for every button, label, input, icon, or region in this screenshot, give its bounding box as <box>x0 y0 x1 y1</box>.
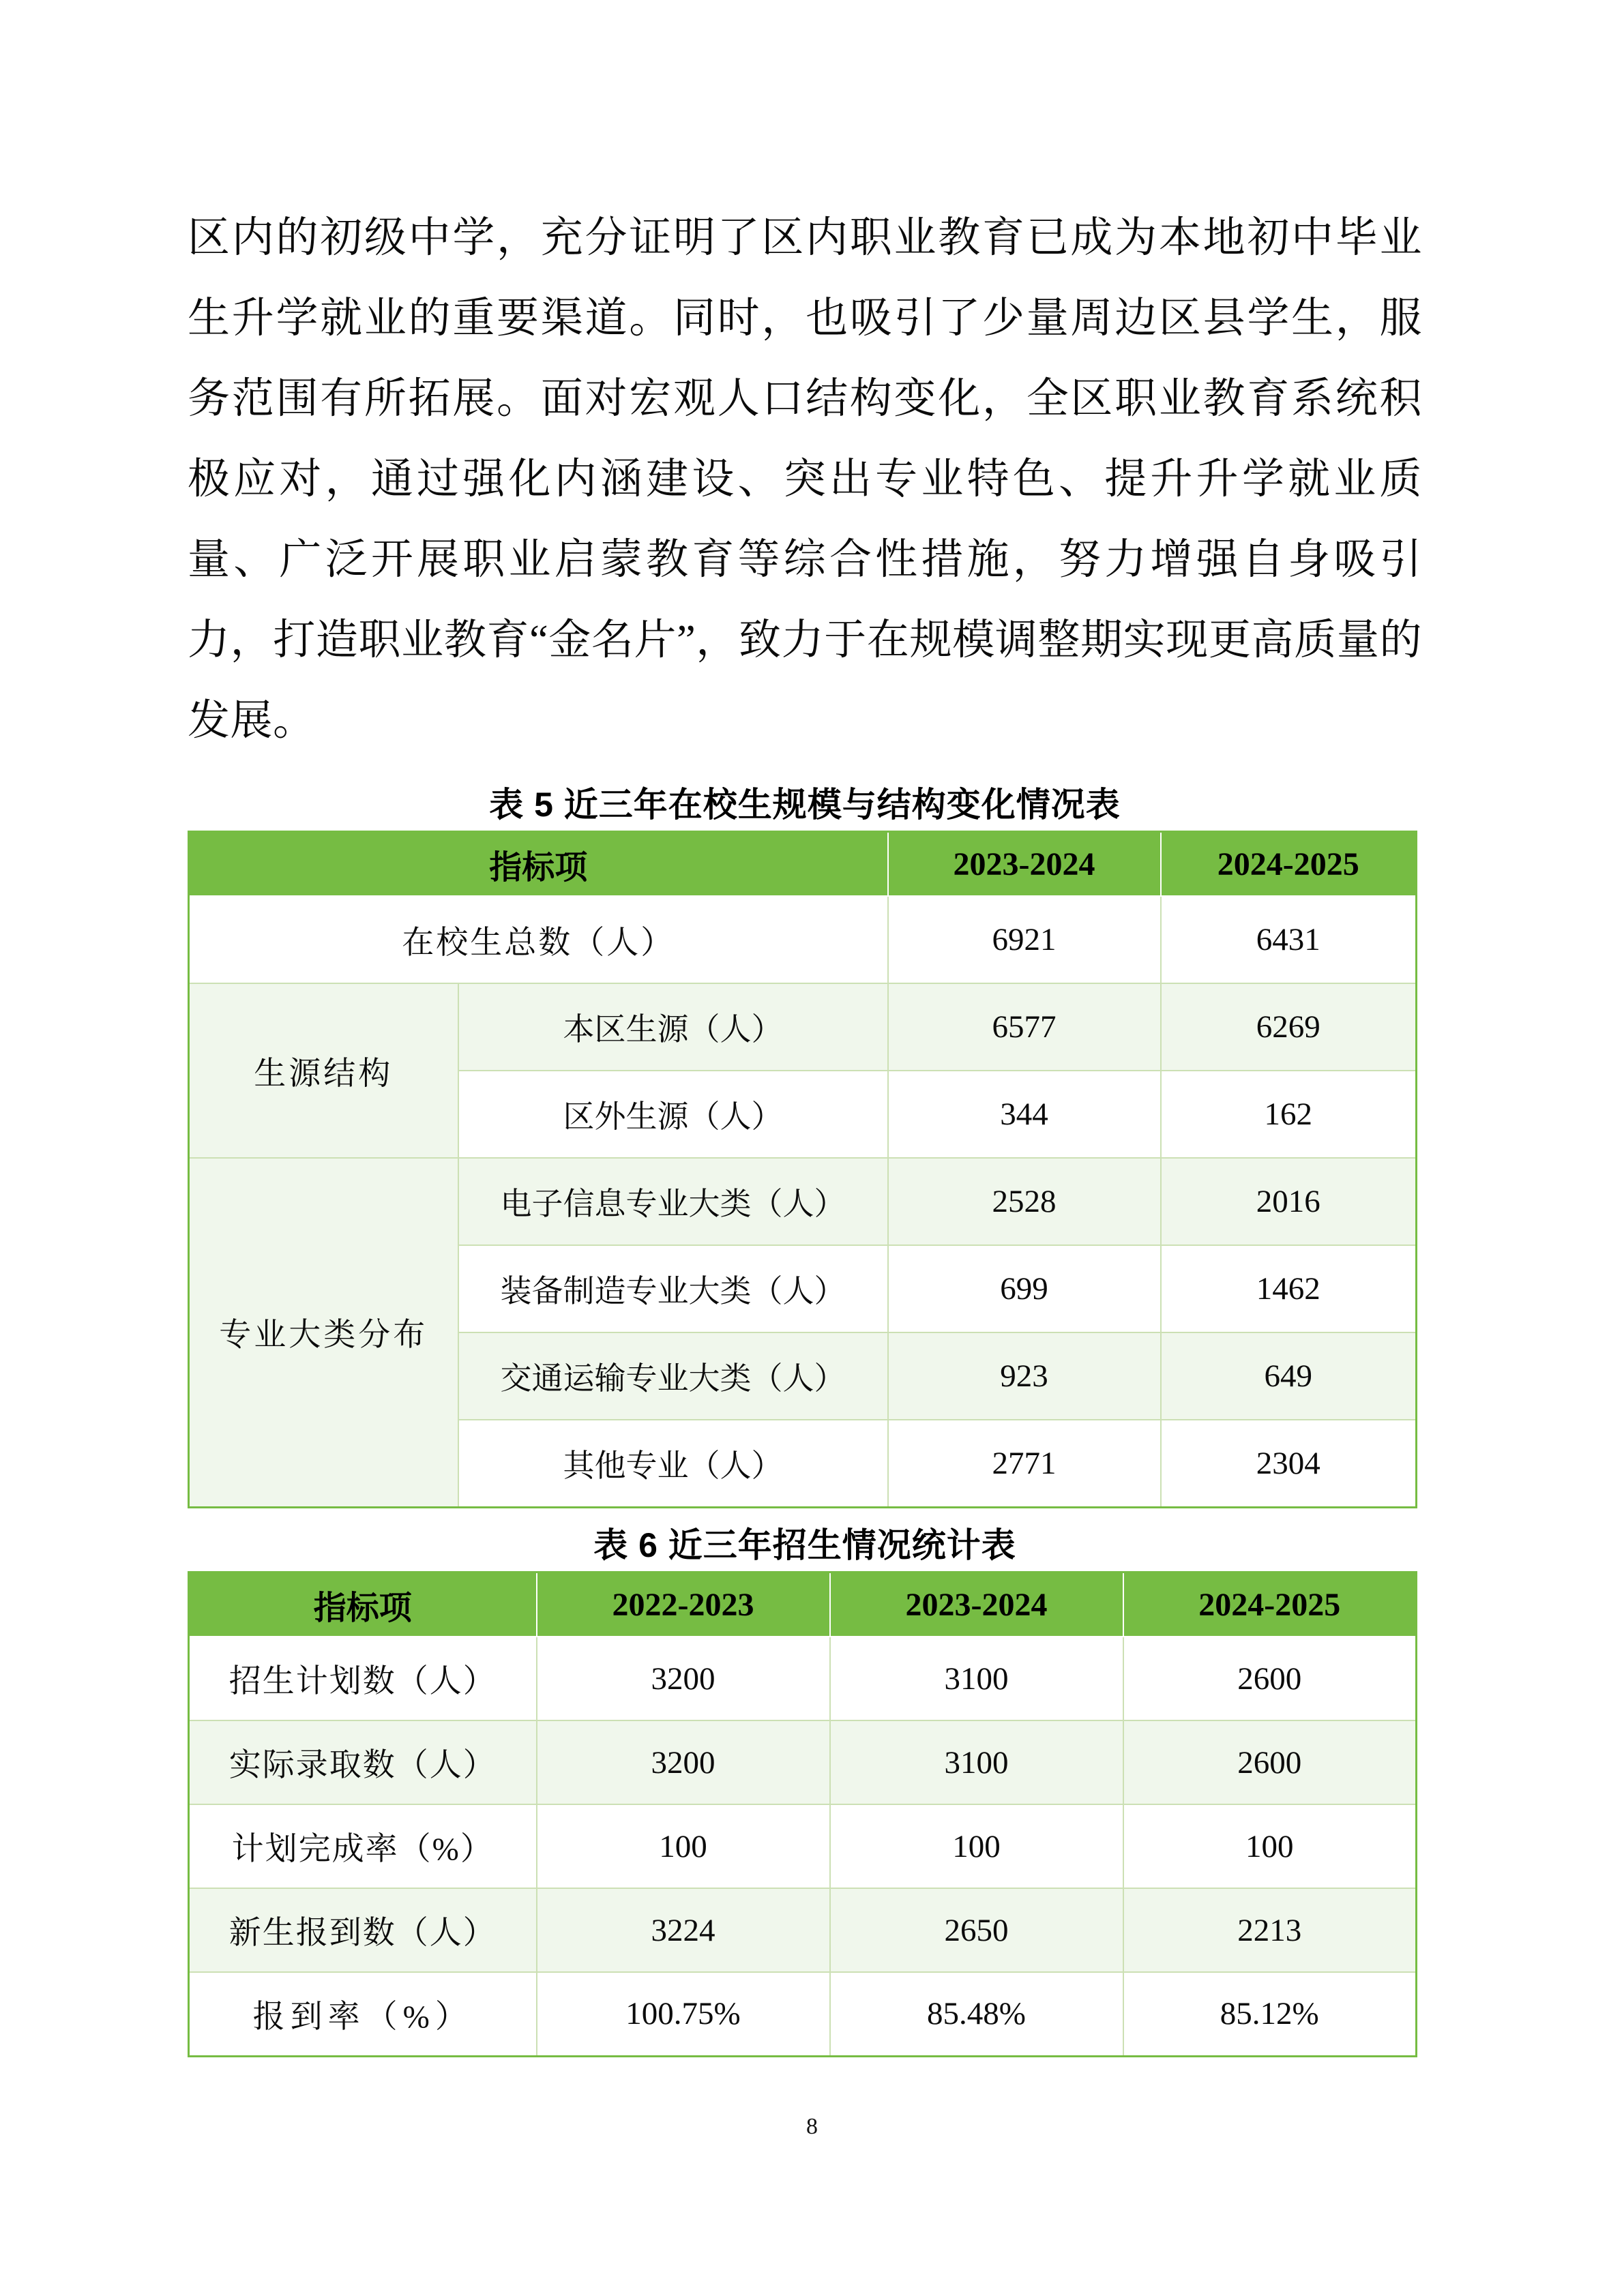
table-6-admissions-statistics <box>188 1571 1417 2057</box>
page-number: 8 <box>806 2114 818 2139</box>
table6-value-rate-2022: 100.75% <box>537 1972 830 2056</box>
table6-header-indicator: 指标项 <box>189 1572 537 1637</box>
table5-label-local-source: 本区生源（人） <box>458 983 888 1071</box>
table6-value-reported-2024: 2213 <box>1123 1888 1417 1972</box>
body-paragraph <box>188 198 1422 761</box>
table-5-enrollment-scale <box>188 831 1417 1508</box>
table5-label-transportation: 交通运输专业大类（人） <box>458 1332 888 1420</box>
table5-header-2024-2025: 2024-2025 <box>1161 832 1417 897</box>
table5-caption: 表 5 近三年在校生规模与结构变化情况表 <box>489 786 1121 824</box>
table6-label-freshman-reported: 新生报到数（人） <box>189 1888 537 1972</box>
table5-value-outside-2024: 162 <box>1161 1071 1417 1158</box>
table5-label-electronic-info: 电子信息专业大类（人） <box>458 1158 888 1245</box>
table5-value-other-2024: 2304 <box>1161 1420 1417 1507</box>
table5-value-local-2024: 6269 <box>1161 983 1417 1071</box>
table5-value-total-2024: 6431 <box>1161 896 1417 983</box>
paragraph-text: 区内的初级中学，充分证明了区内职业教育已成为本地初中毕业生升学就业的重要渠道。同时，也吸引了少量周边区县学生，服务范围有所拓展。面对宏观人口结构变化，全区职业教育系统积极应对，通过强化内涵建设、突出专业特色、提升升学就业质量、广泛开展职业启蒙教育等综合性措施，努力增强自身吸引力，打造职业教育“金名片”，致力于在规模调整期实现更高质量的发展。 <box>188 215 1422 744</box>
table5-label-total-students: 在校生总数（人） <box>189 896 888 983</box>
table5-value-equipment-2024: 1462 <box>1161 1245 1417 1332</box>
table5-value-local-2023: 6577 <box>888 983 1161 1071</box>
table6-value-plan-2023: 3100 <box>830 1637 1123 1720</box>
table6-value-completion-2022: 100 <box>537 1804 830 1888</box>
table6-value-actual-2023: 3100 <box>830 1720 1123 1804</box>
table5-value-total-2023: 6921 <box>888 896 1161 983</box>
table5-group-major-distribution: 专业大类分布 <box>189 1158 458 1507</box>
table6-caption: 表 6 近三年招生情况统计表 <box>593 1526 1016 1564</box>
table6-value-reported-2022: 3224 <box>537 1888 830 1972</box>
table6-label-report-rate: 报到率（%） <box>189 1972 537 2056</box>
table5-header-2023-2024: 2023-2024 <box>888 832 1161 897</box>
table-row <box>189 1158 1417 1245</box>
table-row <box>189 983 1417 1071</box>
table6-value-plan-2024: 2600 <box>1123 1637 1417 1720</box>
table6-value-completion-2024: 100 <box>1123 1804 1417 1888</box>
table-row <box>189 1972 1417 2056</box>
table6-header-2022-2023: 2022-2023 <box>537 1572 830 1637</box>
table-row <box>189 1888 1417 1972</box>
table6-head <box>189 1572 1417 1637</box>
table5-value-equipment-2023: 699 <box>888 1245 1161 1332</box>
table5-body <box>189 896 1417 1507</box>
table6-header-row <box>189 1572 1417 1637</box>
table5-label-equipment-manufacturing: 装备制造专业大类（人） <box>458 1245 888 1332</box>
table5-label-other-majors: 其他专业（人） <box>458 1420 888 1507</box>
table6-value-actual-2024: 2600 <box>1123 1720 1417 1804</box>
table5-value-transport-2024: 649 <box>1161 1332 1417 1420</box>
table6-value-actual-2022: 3200 <box>537 1720 830 1804</box>
table5-header-indicator: 指标项 <box>189 832 888 897</box>
table6-value-completion-2023: 100 <box>830 1804 1123 1888</box>
table6-value-reported-2023: 2650 <box>830 1888 1123 1972</box>
table-row <box>189 896 1417 983</box>
table5-label-outside-source: 区外生源（人） <box>458 1071 888 1158</box>
table6-label-plan-completion-rate: 计划完成率（%） <box>189 1804 537 1888</box>
table6-label-plan-count: 招生计划数（人） <box>189 1637 537 1720</box>
table5-value-outside-2023: 344 <box>888 1071 1161 1158</box>
table6-value-plan-2022: 3200 <box>537 1637 830 1720</box>
table6-value-rate-2023: 85.48% <box>830 1972 1123 2056</box>
table-row <box>189 1720 1417 1804</box>
table5-value-electronic-2023: 2528 <box>888 1158 1161 1245</box>
table5-head <box>189 832 1417 897</box>
table6-header-2023-2024: 2023-2024 <box>830 1572 1123 1637</box>
table5-value-other-2023: 2771 <box>888 1420 1161 1507</box>
table6-body <box>189 1637 1417 2056</box>
table5-header-row <box>189 832 1417 897</box>
table5-group-source-structure: 生源结构 <box>189 983 458 1158</box>
table-row <box>189 1637 1417 1720</box>
table-row <box>189 1804 1417 1888</box>
table6-header-2024-2025: 2024-2025 <box>1123 1572 1417 1637</box>
table6-value-rate-2024: 85.12% <box>1123 1972 1417 2056</box>
table5-value-transport-2023: 923 <box>888 1332 1161 1420</box>
table5-value-electronic-2024: 2016 <box>1161 1158 1417 1245</box>
table6-label-actual-admitted: 实际录取数（人） <box>189 1720 537 1804</box>
